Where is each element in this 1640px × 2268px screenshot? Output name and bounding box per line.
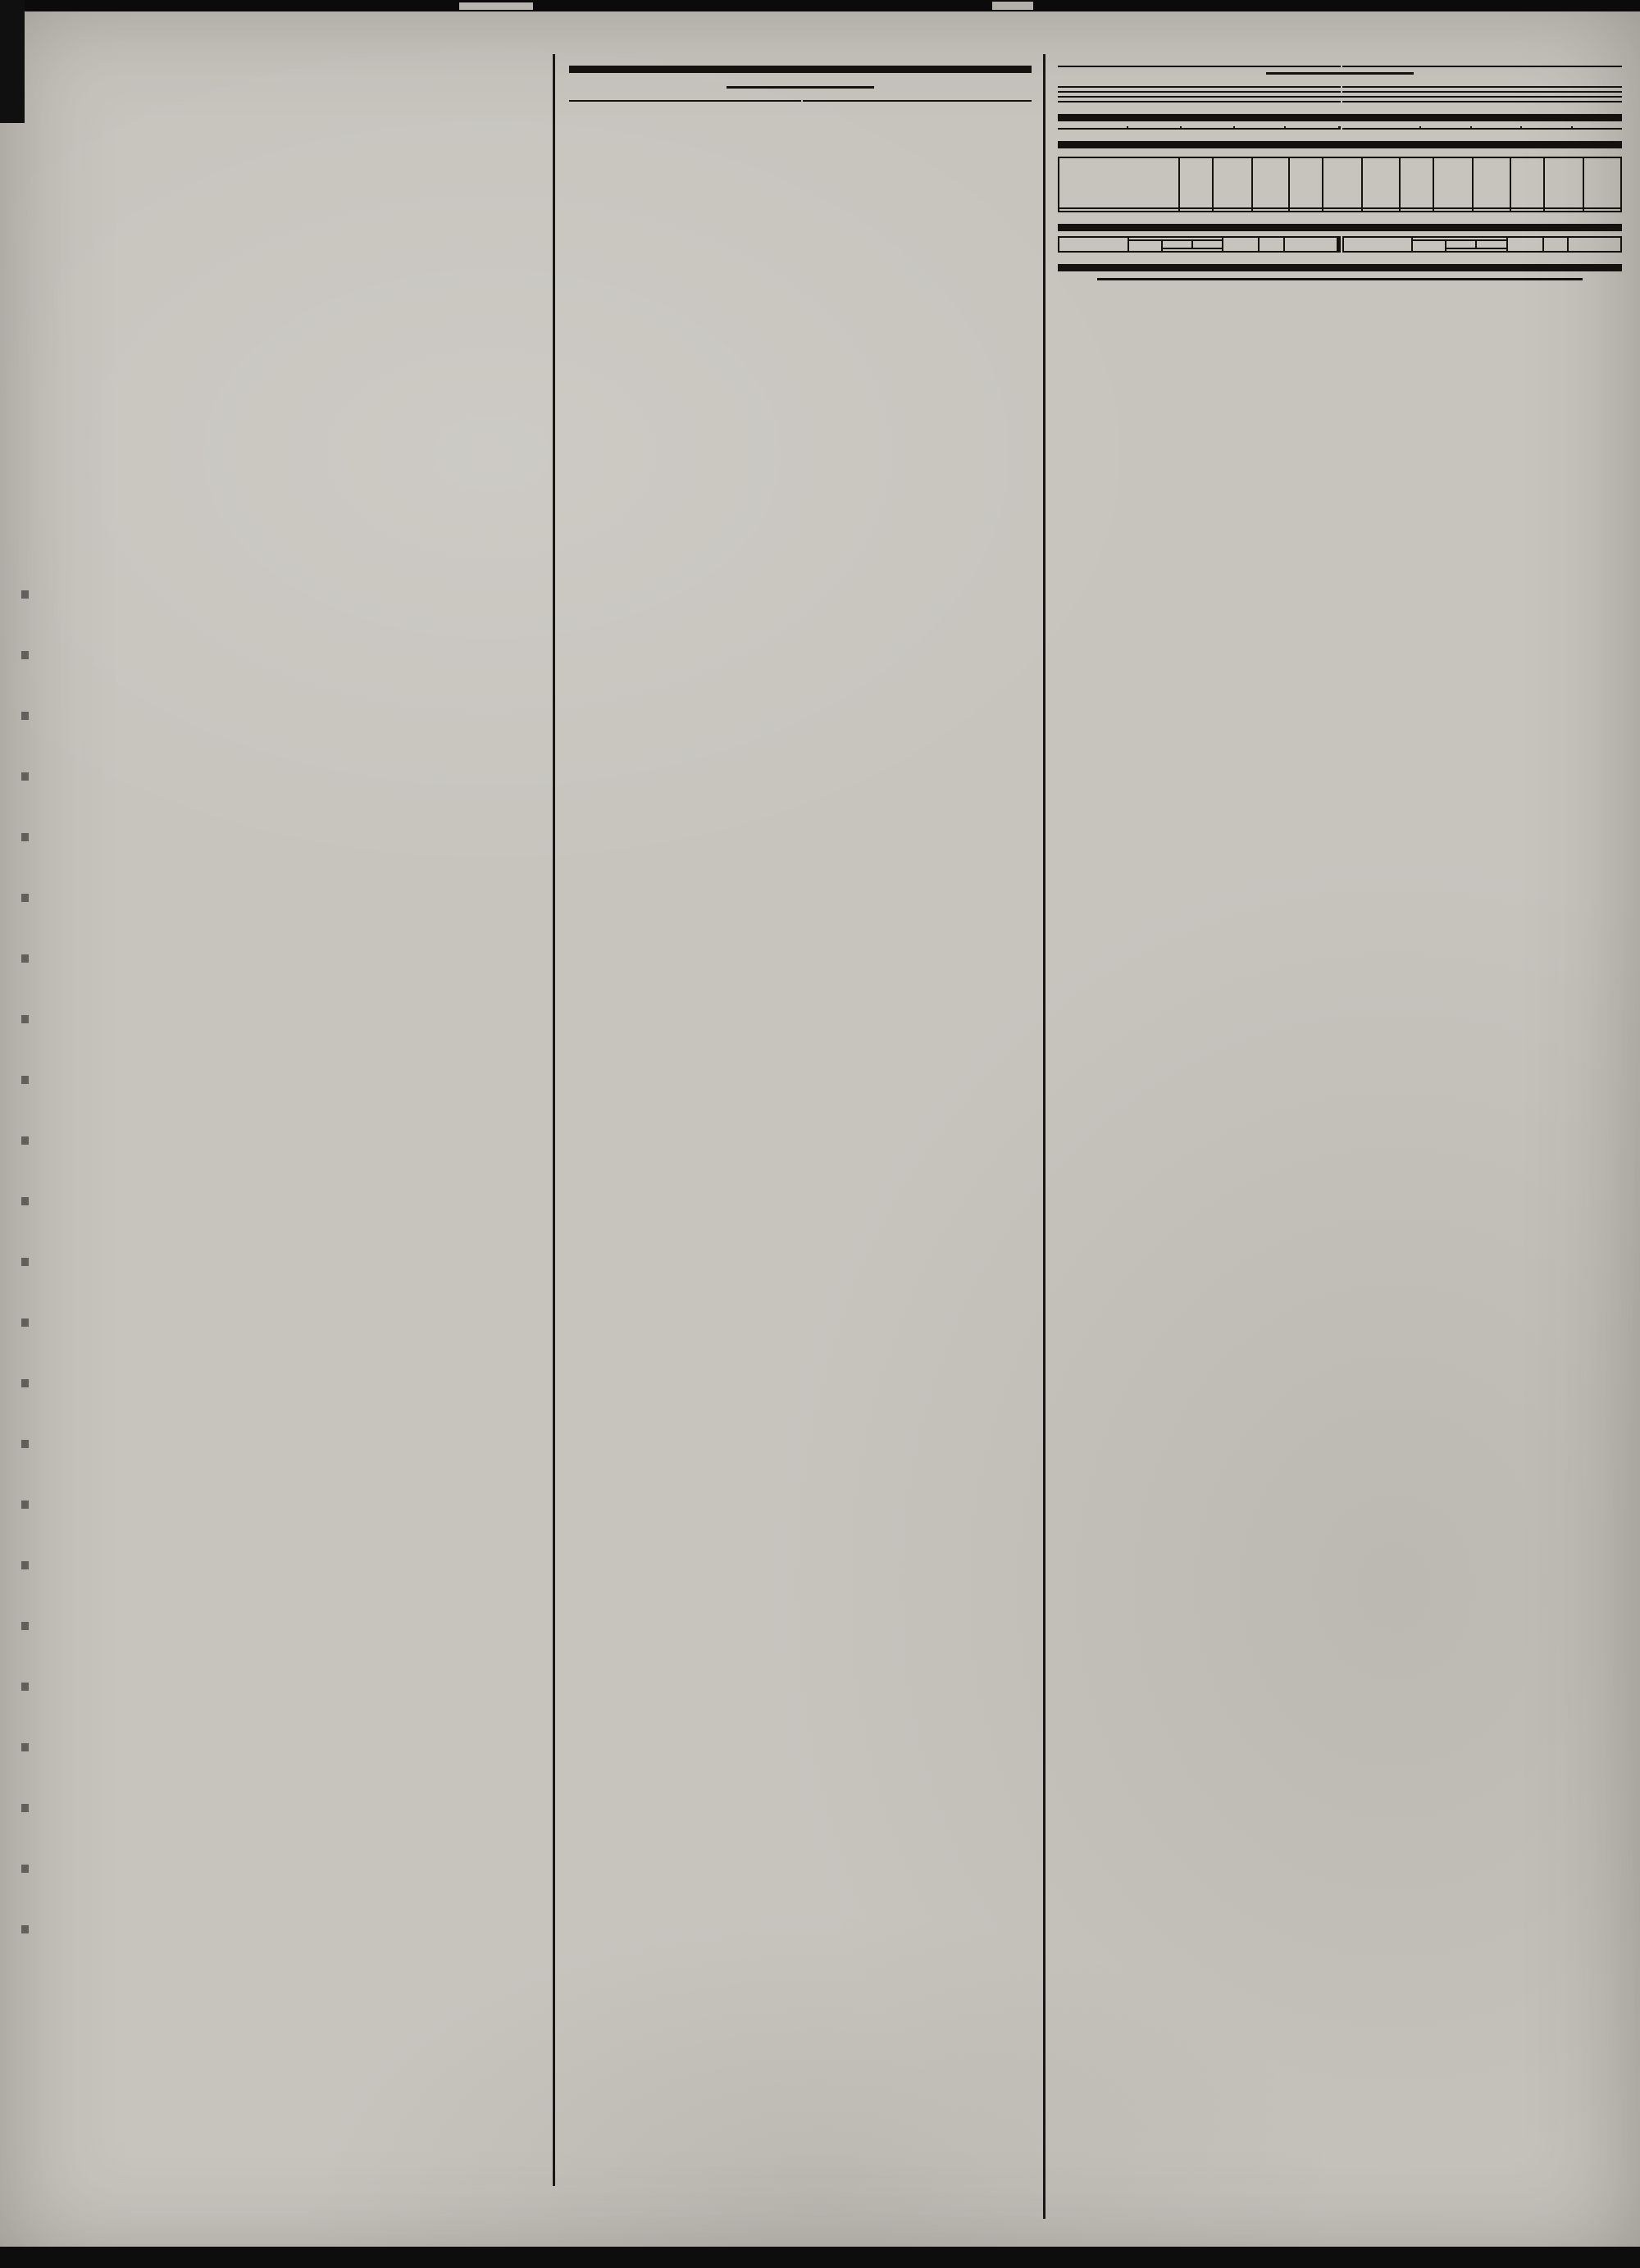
huelsenfruechte-table — [1058, 91, 1622, 93]
col-header — [688, 100, 743, 101]
col-header — [1284, 237, 1337, 252]
col-header — [1175, 86, 1256, 87]
col-header — [926, 100, 978, 101]
col-header — [1412, 240, 1446, 252]
col-header — [1509, 96, 1622, 97]
right-column — [1058, 61, 1622, 284]
left-article — [43, 79, 541, 87]
col-header — [1256, 86, 1337, 87]
date-label — [1343, 237, 1413, 252]
col-header — [1541, 91, 1622, 92]
scan-corner-artifact — [0, 0, 25, 123]
dividendenwerte-table — [1058, 66, 1622, 67]
col-header — [1446, 240, 1476, 248]
section-rule — [1058, 224, 1622, 231]
col-header — [1058, 86, 1175, 87]
col-header — [1446, 248, 1507, 252]
col-header — [1465, 101, 1544, 102]
section-rule — [1058, 141, 1622, 148]
section-rule — [569, 66, 1032, 73]
col-header — [1460, 86, 1541, 87]
col-header — [1342, 86, 1460, 87]
scan-top-edge — [0, 0, 1640, 11]
temp-line — [1342, 129, 1623, 130]
date-label — [1059, 157, 1179, 208]
column-divider — [553, 54, 555, 2186]
col-header — [1543, 101, 1622, 102]
col-header — [1162, 240, 1192, 248]
column-divider — [1043, 54, 1046, 2219]
col-header — [1507, 237, 1543, 252]
col-header — [1181, 126, 1234, 129]
section-rule — [1058, 114, 1622, 121]
col-header — [1541, 86, 1622, 87]
col-header — [1476, 240, 1506, 248]
wetterdienst-table — [1058, 236, 1622, 253]
col-header — [1058, 91, 1175, 92]
getreide-oelsaaten-table — [1058, 86, 1622, 88]
col-header — [1259, 237, 1284, 252]
futtermittel-table — [1058, 101, 1622, 102]
col-header — [1128, 240, 1162, 252]
wasserstand-table — [1058, 126, 1622, 130]
middle-column — [569, 54, 1032, 107]
date-label — [1059, 237, 1128, 252]
col-header — [979, 100, 1032, 101]
col-header — [1181, 101, 1260, 102]
col-header — [1162, 248, 1223, 252]
col-header — [1285, 126, 1338, 129]
divider — [727, 86, 874, 89]
divider — [1266, 72, 1414, 75]
col-header — [743, 100, 798, 101]
col-header — [1568, 237, 1621, 252]
col-header — [1396, 96, 1510, 97]
divider — [1097, 278, 1583, 280]
anleihen-table — [569, 100, 1032, 102]
col-header — [1256, 91, 1337, 92]
col-header — [1175, 91, 1256, 92]
col-header — [1460, 91, 1541, 92]
niedrigwasser-table — [1058, 157, 1622, 212]
col-header — [1192, 240, 1223, 248]
col-header — [1223, 237, 1259, 252]
section-rule — [1058, 264, 1622, 271]
col-header — [1260, 101, 1338, 102]
scan-edge-artifacts — [21, 590, 29, 1984]
muehlenerzeugnisse-table — [1058, 96, 1622, 98]
scan-bottom-edge — [0, 2247, 1640, 2268]
col-header — [1543, 237, 1569, 252]
col-header — [1128, 126, 1181, 129]
col-header — [1234, 126, 1284, 129]
